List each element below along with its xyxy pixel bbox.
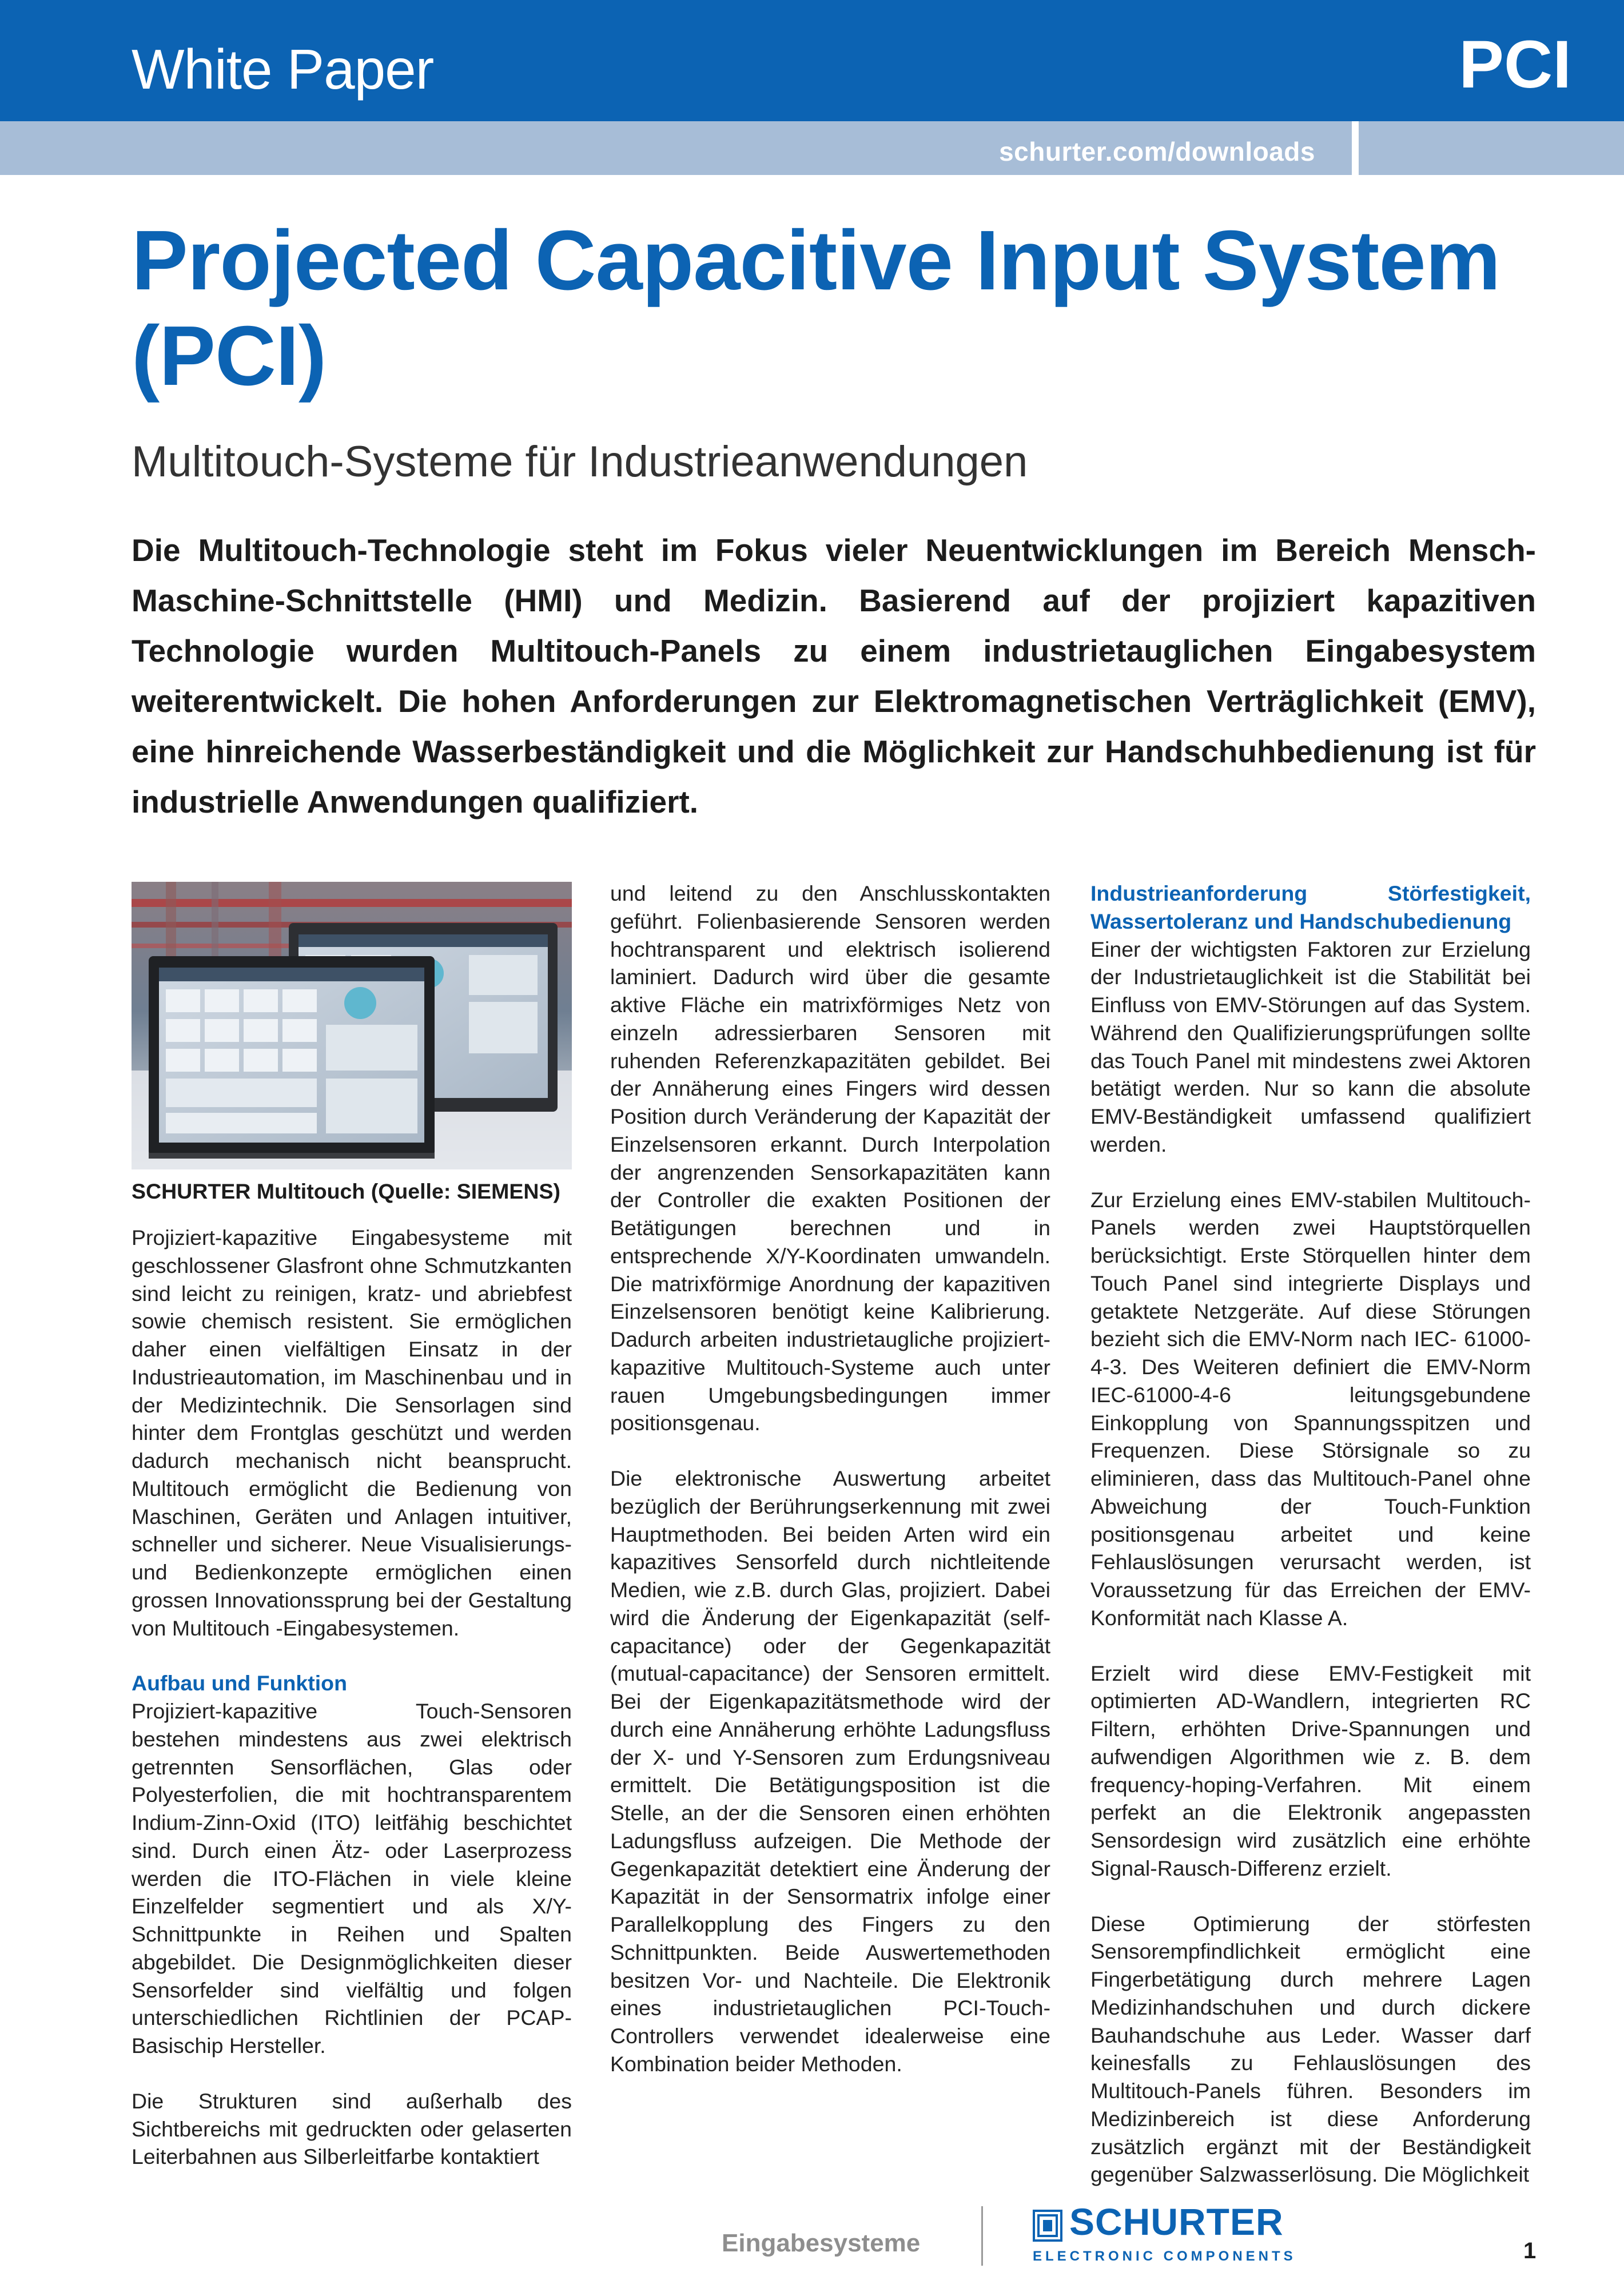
- body-paragraph: und leitend zu den Anschlusskontakten geführt. Folienbasierende Sensoren werden hochtransparent und elektrisch isolierend laminiert. Dadurch wird über die gesamte aktive Fläche ein matrixförmiges Netz von einzeln adressierbaren Sensoren mit ruhenden Referenzkapazitäten gebildet. Bei der Annäherung eines Fingers wird dessen Position durch Veränderung der Kapazität der Einzelsensoren erkannt. Durch Interpolation der angrenzenden Sensorkapazitäten kann der Controller die exakten Positionen der Betätigungen berechnen und in entsprechende X/Y-Koordinaten umwandeln. Die matrixförmige Anordnung der kapazitiven Einzelsensoren benötigt keine Kalibrierung. Dadurch arbeiten industrietaugliche projiziert-kapazitive Multitouch-Systeme auch unter rauen Umgebungsbedingungen immer positionsgenau.: [610, 881, 1050, 1435]
- footer-section-label: Eingabesysteme: [722, 2229, 921, 2257]
- schurter-logo-icon: [1033, 2210, 1062, 2245]
- multitouch-photo: [132, 882, 572, 1169]
- figure-caption: SCHURTER Multitouch (Quelle: SIEMENS): [132, 1179, 560, 1203]
- body-paragraph: Zur Erzielung eines EMV-stabilen Multitouch-Panels werden zwei Hauptstörquellen berücksichtigt. Erste Störquellen hinter dem Touch Panel sind integrierte Displays und getaktete Netzgeräte. Auf diese Störungen bezieht sich die EMV-Norm nach IEC- 61000-4-3. Des Weiteren definiert die EMV-Norm IEC-61000-4-6 leitungsgebundene Einkopplung von Spannungsspitzen und Frequenzen. Diese Störsignale so zu eliminieren, dass das Multitouch-Panel ohne Abweichung der Touch-Funktion positionsgenau arbeitet und keine Fehlauslösungen verursacht werden, ist Voraussetzung für das Erreichen der EMV-Konformität nach Klasse A.: [1090, 1187, 1531, 1630]
- body-paragraph: Die elektronische Auswertung arbeitet bezüglich der Berührungserkennung mit zwei Hauptmethoden. Bei beiden Arten wird ein kapazitives Sensorfeld durch nichtleitende Medien, wie z.B. durch Glas, projiziert. Dabei wird die Änderung der Eigenkapazität (self-capacitance) oder der Gegenkapazität (mutual-capacitance) der Sensoren ermittelt. Bei der Eigenkapazitätsmethode wird der durch eine Annäherung erhöhte Ladungsfluss der X- und Y-Sensoren zum Erdungsniveau ermittelt. Die Betätigungsposition ist die Stelle, an der die Sensoren einen erhöhten Ladungsfluss aufzeigen. Die Methode der Gegenkapazität detektiert eine Änderung der Kapazität in der Sensormatrix infolge einer Parallelkopplung des Fingers zu den Schnittpunkten. Beide Auswertemethoden besitzen Vor- und Nachteile. Die Elektronik eines industrietauglichen PCI-Touch-Controllers verwendet idealerweise eine Kombination beider Methoden.: [610, 1466, 1050, 2076]
- page-title: Projected Capacitive Input System (PCI): [132, 213, 1500, 404]
- body-paragraph: Einer der wichtigsten Faktoren zur Erzielung der Industrietauglichkeit ist die Stabilität bei Einfluss von EMV-Störungen auf das System. Während den Qualifizierungsprüfungen sollte das Touch Panel mit mindestens zwei Aktoren betätigt werden. Nur so kann die absolute EMV-Beständigkeit umfassend qualifiziert werden.: [1090, 937, 1531, 1156]
- page-subtitle: Multitouch-Systeme für Industrieanwendungen: [132, 437, 1028, 486]
- header-bar: [0, 0, 1624, 121]
- text-column-1: [132, 1224, 572, 2171]
- multitouch-panels-illustration: [132, 882, 572, 1169]
- page-number: 1: [1523, 2238, 1537, 2263]
- lead-paragraph: Die Multitouch-Technologie steht im Fokus vieler Neuentwicklungen im Bereich Mensch-Maschine-Schnittstelle (HMI) und Medizin. Basierend auf der projiziert kapazitiven Technologie wurden Multitouch-Panels zu einem industrietauglichen Eingabesystem weiterentwickelt. Die hohen Anforderungen zur Elektromagnetischen Verträglichkeit (EMV), eine hinreichende Wasserbeständigkeit und die Möglichkeit zur Handschuhbedienung ist für industrielle Anwendungen qualifiziert.: [132, 532, 1536, 819]
- download-bar: [0, 121, 1352, 175]
- download-bar-end: [1359, 121, 1624, 175]
- text-column-3: [1090, 880, 1531, 2188]
- doc-type-label: White Paper: [132, 38, 434, 101]
- body-paragraph: Erzielt wird diese EMV-Festigkeit mit optimierten AD-Wandlern, integrierten RC Filtern, erhöhten Drive-Spannungen und aufwendigen Algorithmen wie z. B. dem frequency-hoping-Verfahren. Mit einem perfekt an die Elektronik angepassten Sensordesign wird zusätzlich eine erhöhte Signal-Rausch-Differenz erzielt.: [1090, 1661, 1531, 1880]
- text-column-2: [610, 880, 1050, 2078]
- logo-tagline: ELECTRONIC COMPONENTS: [1033, 2249, 1296, 2264]
- footer-divider: [981, 2206, 983, 2266]
- section-heading-industrieanforderung: Industrieanforderung Störfestigkeit, Wassertoleranz und Handschubedienung: [1090, 881, 1531, 933]
- section-heading-aufbau: Aufbau und Funktion: [132, 1671, 347, 1696]
- body-paragraph: Diese Optimierung der störfesten Sensorempfindlichkeit ermöglicht eine Fingerbetätigung durch mehrere Lagen Medizinhandschuhen und durch dickere Bauhandschuhe aus Leder. Wasser darf keinesfalls zu Fehlauslösungen des Multitouch-Panels führen. Besonders im Medizinbereich ist diese Anforderung zusätzlich ergänzt mit der Beständigkeit gegenüber Salzwasserlösung. Die Möglichkeit: [1090, 1911, 1531, 2187]
- product-tag: PCI: [1459, 27, 1571, 102]
- body-paragraph: Projiziert-kapazitive Eingabesysteme mit geschlossener Glasfront ohne Schmutzkanten sind leicht zu reinigen, kratz- und abriebfest sowie chemisch resistent. Sie ermöglichen daher einen vielfältigen Einsatz in der Industrieautomation, im Maschinenbau und in der Medizintechnik. Die Sensorlagen sind hinter dem Frontglas geschützt und werden dadurch mechanisch nicht beansprucht. Multitouch ermöglicht die Bedienung von Maschinen, Geräten und Anlagen intuitiver, schneller und sicherer. Neue Visualisierungs- und Bedienkonzepte ermöglichen einen grossen Innovationssprung bei der Gestaltung von Multitouch -Eingabesystemen.: [132, 1225, 572, 1640]
- body-paragraph: Die Strukturen sind außerhalb des Sichtbereichs mit gedruckten oder gelaserten Leiterbahnen aus Silberleitfarbe kontaktiert: [132, 2088, 572, 2169]
- download-link[interactable]: schurter.com/downloads: [999, 137, 1315, 166]
- logo-wordmark: SCHURTER: [1069, 2201, 1284, 2243]
- body-paragraph: Projiziert-kapazitive Touch-Sensoren bestehen mindestens aus zwei elektrisch getrennten Sensorflächen, Glas oder Polyesterfolien, die mit hochtransparentem Indium-Zinn-Oxid (ITO) leitfähig beschichtet sind. Durch einen Ätz- oder Laserprozess werden die ITO-Flächen in viele kleine Einzelfelder segmentiert und als X/Y-Schnittpunkte in Reihen und Spalten abgebildet. Die Designmöglichkeiten dieser Sensorfelder sind vielfältig und folgen unterschiedlichen Richtlinien der PCAP-Basischip Hersteller.: [132, 1699, 572, 2058]
